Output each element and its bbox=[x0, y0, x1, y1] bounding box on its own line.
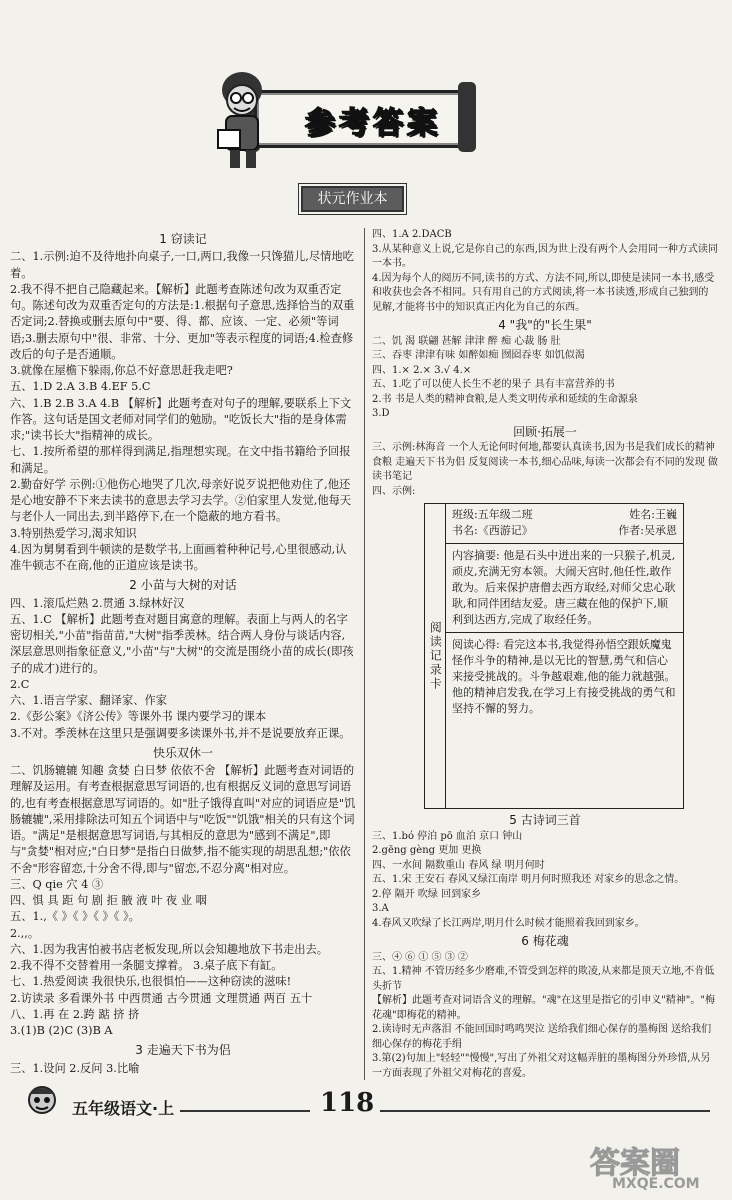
answer-line: 四、1.× 2.× 3.√ 4.× bbox=[372, 364, 472, 376]
card-name: 姓名:王巍 bbox=[629, 508, 677, 521]
answer-line: 七、1.按所希望的那样得到满足,指理想实现。在文中指书籍给予回报和满足。 bbox=[10, 445, 351, 475]
answer-line: 4.因为舅舅看到牛顿读的是数学书,上面画着种种记号,心里很感动,认准牛顿志不在商,他的正道应该是读书。 bbox=[10, 542, 347, 572]
answer-line: 3.就像在屋檐下躲雨,你总不好意思赶我走吧? bbox=[10, 364, 233, 377]
card-side-label: 阅读记录卡 bbox=[425, 504, 446, 808]
answer-line: 2.访读录 多看课外书 中西贯通 古今贯通 文理贯通 两百 五十 bbox=[10, 991, 313, 1005]
answer-line: 五、1.精神 不管历经多少磨难,不管受到怎样的欺凌,从来都是顶天立地,不肯低头折节 bbox=[372, 966, 715, 992]
watermark-logo: 答案圈 bbox=[590, 1146, 680, 1181]
answer-line: 二、饥 渴 联翩 甚解 津津 醉 痴 心裁 肠 肚 bbox=[372, 335, 561, 347]
card-summary: 内容摘要: 他是石头中迸出来的一只猴子,机灵,顽皮,充满无穷本领。大闹天宫时,他任性,敢作敢为。后来保护唐僧去西方取经,对师父忠心耿耿,和同伴团结友爱。唐三藏在他的保护下,顺利到达西方,完成了取经任务。 bbox=[446, 543, 683, 628]
answer-line: 八、1.再 在 2.跨 踮 挤 挤 bbox=[10, 1007, 140, 1021]
answer-line: 四、1.A 2.DACB bbox=[372, 229, 452, 240]
section-heading: 3 走遍天下书为侣 bbox=[135, 1043, 231, 1058]
answer-line: 三、1.bó 停泊 pō 血泊 京口 钟山 bbox=[372, 830, 523, 842]
answer-line: 五、1.吃了可以使人长生不老的果子 具有丰富营养的书 bbox=[372, 379, 615, 390]
card-class: 班级:五年级二班 bbox=[452, 508, 533, 521]
answer-line: 4.因为每个人的阅历不同,读书的方式、方法不同,所以,即使是读同一本书,感受和收获也会各不相同。只有用自己的方式阅读,将一本书读透,形成自己独到的见解,才能将书中的知识真正内化为自己的东西。 bbox=[372, 272, 715, 313]
section-heading: 6 梅花魂 bbox=[521, 934, 569, 948]
section-heading: 快乐双休一 bbox=[152, 745, 213, 760]
answer-line: 2.,,。 bbox=[10, 926, 40, 940]
answer-line: 4.春风又吹绿了长江两岸,明月什么时候才能照着我回到家乡。 bbox=[372, 917, 645, 929]
page-title: 参考答案 bbox=[305, 106, 441, 141]
section-heading: 5 古诗词三首 bbox=[509, 813, 581, 827]
answer-line: 四、惧 具 距 句 剧 拒 腋 液 叶 夜 业 咽 bbox=[10, 894, 207, 907]
answer-line: 五、1.D 2.A 3.B 4.EF 5.C bbox=[10, 380, 151, 394]
answer-line: 四、1.滚瓜烂熟 2.贯通 3.绿林好汉 bbox=[10, 596, 185, 610]
card-book: 书名:《西游记》 bbox=[452, 524, 533, 537]
answer-line: 五、1.C 【解析】此题考查对题目寓意的理解。表面上与两人的名字密切相关,"小苗"指苗苗,"大树"指季羡林。结合两人身份与谈话内容,深层意思则指象征意义,"小苗"与"大树"的交流是围绕小苗的成长(即孩子的成才)进行的。 bbox=[10, 612, 354, 675]
answer-line: 2.gēng gèng 更加 更换 bbox=[372, 845, 482, 856]
answer-line: 六、1.语言学家、翻译家、作家 bbox=[10, 694, 167, 707]
answer-line: 六、1.因为我害怕被书店老板发现,所以会知趣地放下书走出去。 bbox=[10, 942, 329, 956]
answer-line: 二、饥肠辘辘 知趣 贪婪 白日梦 依依不舍 【解析】此题考查对词语的理解及运用。有考查根据意思写词语的,也有根据反义词的意思写词语的,也有考查根据意思写词语的。如"肚子饿得直叫"对应的词语应是"饥肠辘辘",采用排除法可知五个词语中与"吃饭""饥饿"相关的只有这个词语。"满足"是根据意思写词语,与其相反的意思为"感到不满足",即与"贪婪"相对应;"白日梦"是指白日做梦,指不能实现的胡思乱想;"依依不舍"形容留恋,十分舍不得,即与"留恋,不忍分离"相对应。 bbox=[10, 764, 356, 875]
answer-line: 三、1.设问 2.反问 3.比喻 bbox=[10, 1061, 140, 1075]
answer-line: 2.我不得不交替着用一条腿支撑着。 3.桌子底下有缸。 bbox=[10, 959, 283, 972]
answer-line: 3.第(2)句加上"轻轻""慢慢",写出了外祖父对这幅弄脏的墨梅图分外珍惜,从另一方面表现了外祖父对梅花的喜爱。 bbox=[372, 1053, 711, 1079]
answer-line: 三、Q qie 穴 4 ③ bbox=[10, 877, 104, 891]
page-footer bbox=[0, 1088, 732, 1128]
answer-line: 二、1.示例:迫不及待地扑向桌子,一口,两口,我像一只馋猫儿,尽情地吃着。 bbox=[10, 250, 354, 280]
workbook-badge: 状元作业本 bbox=[301, 186, 404, 212]
answer-line: 四、示例: bbox=[372, 485, 416, 497]
section-heading: 回顾·拓展一 bbox=[513, 424, 577, 439]
cartoon-mascot-icon bbox=[212, 66, 276, 172]
card-thought: 阅读心得: 看完这本书,我觉得孙悟空跟妖魔鬼怪作斗争的精神,是以无比的智慧,勇气和信心来接受挑战的。斗争越艰难,他的能力就越强。他的精神启发我,在学习上有接受挑战的勇气和坚持不懈的努力。 bbox=[446, 632, 683, 717]
section-heading: 4 "我"的"长生果" bbox=[498, 318, 592, 332]
watermark-url: MXQE.COM bbox=[612, 1176, 700, 1192]
card-author: 作者:吴承恩 bbox=[618, 524, 677, 537]
section-heading: 2 小苗与大树的对话 bbox=[129, 578, 237, 593]
answer-line: 2.C bbox=[10, 677, 30, 691]
grade-label: 五年级语文·上 bbox=[72, 1099, 175, 1118]
answer-line: 七、1.热爱阅读 我很快乐,也很惧怕——这种窃读的滋味! bbox=[10, 975, 292, 989]
answer-line: 五、1.宋 王安石 春风又绿江南岸 明月何时照我还 对家乡的思念之情。 bbox=[372, 874, 685, 885]
answer-line: 2.书 书是人类的精神食粮,是人类文明传承和延续的生命源泉 bbox=[372, 393, 638, 405]
card-body bbox=[446, 504, 683, 808]
answer-line: 四、一水间 隔数重山 春风 绿 明月何时 bbox=[372, 859, 545, 871]
column-divider bbox=[364, 228, 365, 1080]
answer-line: 2.勤奋好学 示例:①他伤心地哭了几次,母亲好说歹说把他劝住了,他还是心地安静不下来去读书的意思去学习去学。②伯家里人发觉,他每天与老仆人一同出去,到半路停下,在一个隐蔽的地方看书。 bbox=[10, 477, 352, 524]
reading-record-card bbox=[424, 503, 684, 809]
right-column bbox=[372, 228, 718, 1081]
answer-line: 2.我不得不把自己隐藏起来。【解析】此题考查陈述句改为双重否定句。陈述句改为双重否定句的方法是:1.根据句子意思,选择恰当的双重否定词;2.替换或删去原句中"要、得、都、应该、一定、必须"等词语;3.删去原句中"很、非常、十分、更加"等表示程度的词语;4.检查修改后的句子是否通顺。 bbox=[10, 282, 355, 361]
answer-line: 三、④ ⑥ ① ⑤ ③ ② bbox=[372, 951, 468, 963]
answer-line: 三、吞枣 津津有味 如醉如痴 囫囵吞枣 如饥似渴 bbox=[372, 350, 585, 361]
answer-line: 三、示例:林海音 一个人无论何时何地,都要认真读书,因为书是我们成长的精神食粮 走遍天下书为侣 反复阅读一本书,细心品味,每读一次都会有不同的发现 做读书笔记 bbox=[372, 442, 718, 482]
answer-line: 2.读诗时无声落泪 不能回国时鸣鸣哭泣 送给我们细心保存的墨梅图 送给我们细心保存的梅花手绢 bbox=[372, 1024, 712, 1050]
section-heading: 1 窃读记 bbox=[159, 232, 207, 246]
watermark bbox=[590, 1138, 725, 1196]
left-column bbox=[10, 228, 356, 1077]
answer-line: 六、1.B 2.B 3.A 4.B 【解析】此题考查对句子的理解,要联系上下文作答。这句话是国文老师对同学们的勉励。"吃饭长大"指的是身体需求;"读书长大"指精神的成长。 bbox=[10, 396, 352, 442]
answer-line: 3.(1)B (2)C (3)B A bbox=[10, 1024, 113, 1037]
answer-line: 3.A bbox=[372, 903, 389, 914]
answer-line: 3.从某种意义上说,它是你自己的东西,因为世上没有两个人会用同一种方式读同一本书。 bbox=[372, 243, 718, 269]
page-number: 118 bbox=[320, 1088, 375, 1118]
answer-line: 3.D bbox=[372, 408, 390, 419]
answer-line: 2.停 隔开 吹绿 回到家乡 bbox=[372, 888, 482, 900]
footer-rule-left bbox=[180, 1110, 310, 1112]
answer-line: 【解析】此题考查对词语含义的理解。"魂"在这里是指它的引申义"精神"。"梅花魂"即梅花的精神。 bbox=[372, 995, 715, 1021]
footer-mascot-icon bbox=[20, 1082, 64, 1122]
answer-line: 五、1.,《 》《 》《 》《 》。 bbox=[10, 910, 140, 924]
footer-rule-right bbox=[380, 1110, 710, 1112]
answer-line: 3.不对。季羡林在这里只是强调要多读课外书,并不是说要放弃正课。 bbox=[10, 726, 351, 740]
answer-line: 2.《彭公案》《济公传》等课外书 课内要学习的课本 bbox=[10, 710, 267, 724]
answer-line: 3.特别热爱学习,渴求知识 bbox=[10, 526, 137, 540]
